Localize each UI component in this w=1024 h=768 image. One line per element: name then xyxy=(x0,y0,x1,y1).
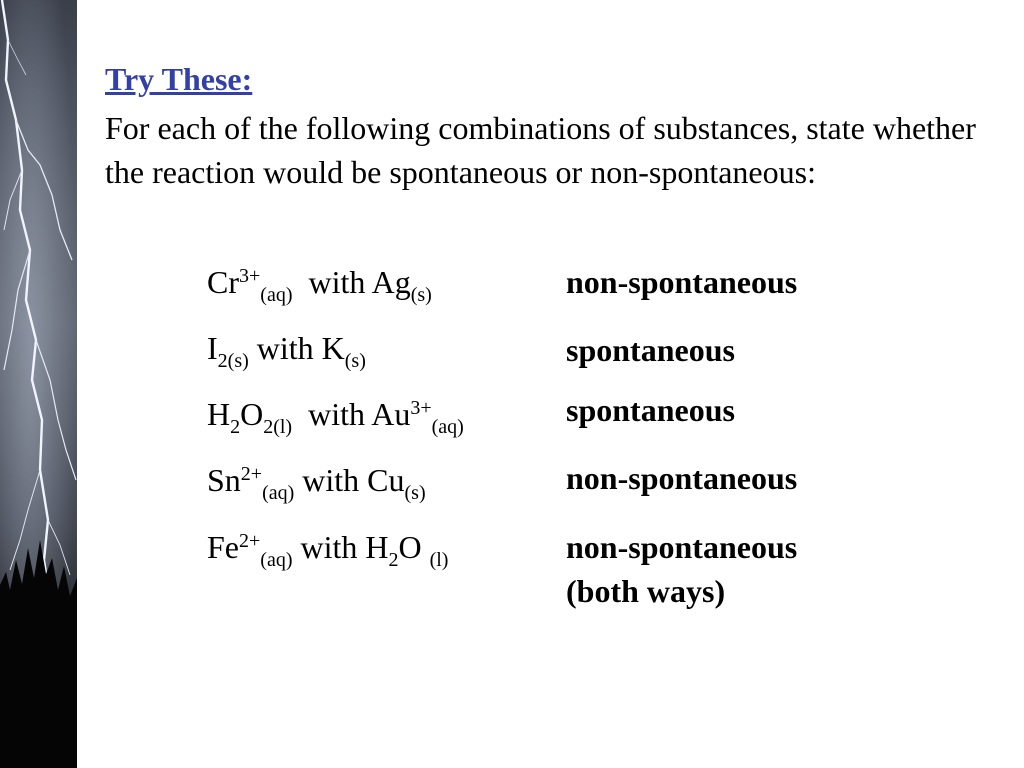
reactant-symbol: I xyxy=(207,330,218,366)
with-word: with xyxy=(300,396,372,432)
reactant-symbol: O xyxy=(240,396,264,432)
state-subscript: (aq) xyxy=(260,284,293,307)
answer-label: non-spontaneous xyxy=(566,264,798,300)
state-subscript: (l) xyxy=(429,549,449,572)
answer-label: spontaneous xyxy=(566,332,735,368)
reactant-pair xyxy=(207,527,449,572)
charge-superscript: 2+ xyxy=(239,530,261,552)
state-subscript: (aq) xyxy=(262,482,295,505)
with-word: with xyxy=(300,264,372,300)
reactant-symbol: Cu xyxy=(367,462,405,498)
reactant-pair xyxy=(207,262,432,307)
answer-label: non-spontaneous xyxy=(566,460,798,496)
charge-superscript: 3+ xyxy=(410,397,432,419)
state-subscript: (aq) xyxy=(260,549,293,572)
state-subscript: 2(s) xyxy=(217,350,249,373)
count-subscript: 2 xyxy=(230,416,241,439)
state-subscript: (s) xyxy=(404,482,426,505)
with-word: with xyxy=(292,529,366,565)
reactant-symbol: Ag xyxy=(371,264,411,300)
reactant-pair xyxy=(207,460,426,505)
reactant-symbol: Fe xyxy=(207,529,239,565)
state-subscript: 2(l) xyxy=(263,416,293,439)
reactant-symbol: Cr xyxy=(207,264,239,300)
count-subscript: 2 xyxy=(388,549,399,572)
state-subscript: (aq) xyxy=(431,416,464,439)
reactant-symbol: Sn xyxy=(207,462,241,498)
answer-label: non-spontaneous xyxy=(566,529,798,565)
reactant-pair xyxy=(207,394,464,439)
state-subscript: (s) xyxy=(410,284,432,307)
reactant-symbol: Au xyxy=(371,396,411,432)
reactant-symbol: H xyxy=(207,396,231,432)
page-title: Try These: xyxy=(105,61,253,97)
reactant-symbol: K xyxy=(321,330,345,366)
answer-note: (both ways) xyxy=(566,573,726,609)
instructions-text: For each of the following combinations of substances, state whether the reaction would be spontaneous or non-spontaneous: xyxy=(105,110,976,190)
state-subscript: (s) xyxy=(344,350,366,373)
with-word: with xyxy=(294,462,368,498)
reactant-pair xyxy=(207,328,366,373)
reactant-symbol: H xyxy=(365,529,389,565)
reactant-symbol: O xyxy=(398,529,422,565)
with-word: with xyxy=(248,330,322,366)
lightning-bolt-icon xyxy=(0,0,77,768)
lightning-image xyxy=(0,0,77,768)
charge-superscript: 2+ xyxy=(240,463,263,485)
charge-superscript: 3+ xyxy=(239,265,261,287)
answer-label: spontaneous xyxy=(566,392,735,428)
